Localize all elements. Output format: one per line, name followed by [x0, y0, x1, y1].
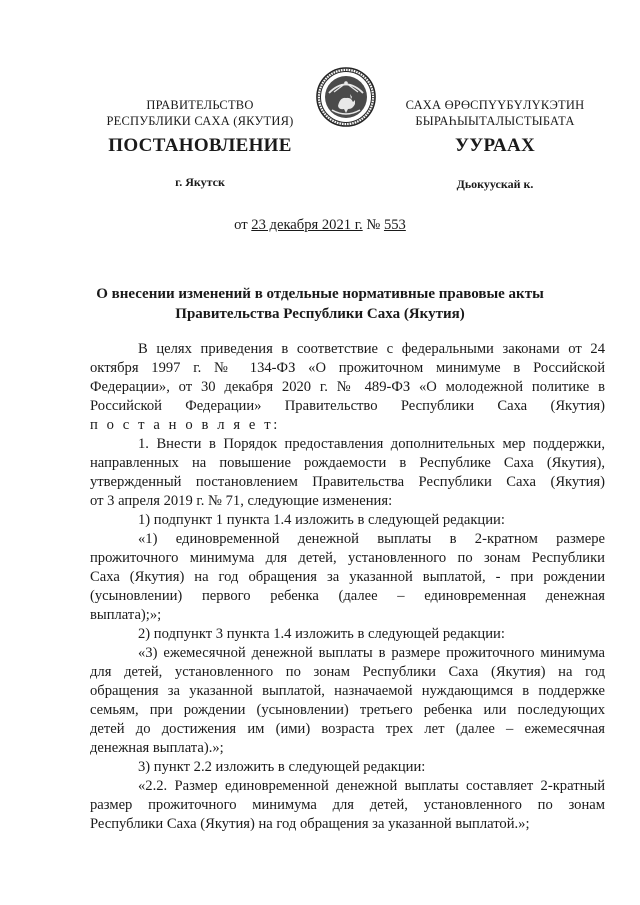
body-line: направленных на повышение рождаемости в Республике Саха (Якутия),	[90, 455, 605, 471]
body-line: от 3 апреля 2019 г. № 71, следующие изменения:	[90, 493, 393, 509]
body-line: Федерации», от 30 декабря 2020 г. № 489-ФЗ «О молодежной политике в	[90, 379, 605, 395]
decree-title	[80, 284, 560, 324]
body-line: «3) ежемесячной денежной выплаты в размере прожиточного минимума	[138, 645, 605, 661]
body-line: 1. Внести в Порядок предоставления дополнительных мер поддержки,	[138, 436, 605, 452]
doc-type-sah: УУРААХ	[454, 135, 536, 156]
body-line: Российской Федерации» Правительство Республики Саха (Якутия)	[90, 398, 605, 414]
date-line	[0, 216, 640, 235]
body-line: выплата);»;	[90, 607, 162, 623]
body-line: для детей, установленного по зонам Республики Саха (Якутия) на год	[90, 664, 605, 680]
number-sign: №	[366, 217, 381, 233]
body-line-resolves: п о с т а н о в л я е т:	[90, 417, 280, 433]
body-line: детей до достижения им (ими) возраста трех лет (далее – ежемесячная	[90, 721, 605, 737]
doc-type-ru: ПОСТАНОВЛЕНИЕ	[108, 135, 292, 156]
body-line: обращения за указанной выплатой, назначаемой нуждающимся в поддержке	[90, 683, 605, 699]
header-right-line1: САХА ӨРӨСПҮҮБҮЛҮКЭТИН	[405, 98, 585, 112]
body-line: семьям, при рождении (усыновлении) третьего ребенка или последующих	[90, 702, 605, 718]
header-right-org	[380, 97, 610, 129]
body-line: 2) подпункт 3 пункта 1.4 изложить в следующей редакции:	[138, 626, 505, 642]
body-line: октября 1997 г. № 134-ФЗ «О прожиточном минимуме в Российской	[90, 360, 605, 376]
body-line: «2.2. Размер единовременной денежной выплаты составляет 2-кратный	[138, 778, 605, 794]
header-left-line2: РЕСПУБЛИКИ САХА (ЯКУТИЯ)	[106, 114, 294, 128]
decree-number: 553	[383, 217, 406, 233]
city-ru: г. Якутск	[175, 175, 225, 189]
header-left-line1: ПРАВИТЕЛЬСТВО	[146, 98, 254, 112]
body-line: 3) пункт 2.2 изложить в следующей редакции:	[138, 759, 426, 775]
coat-of-arms-emblem	[315, 66, 377, 128]
date-prefix: от	[234, 217, 248, 233]
body-line: «1) единовременной денежной выплаты в 2-кратном размере	[138, 531, 605, 547]
body-line: (усыновлении) первого ребенка (далее – единовременная денежная	[90, 588, 605, 604]
body-line: 1) подпункт 1 пункта 1.4 изложить в следующей редакции:	[138, 512, 505, 528]
header-left-org	[90, 97, 310, 129]
body-line: размер прожиточного минимума для детей, установленного по зонам	[90, 797, 605, 813]
body-line: В целях приведения в соответствие с федеральными законами от 24	[138, 341, 605, 357]
body-line: Саха (Якутия) на год обращения за указанной выплатой, - при рождении	[90, 569, 605, 585]
body-line: прожиточного минимума для детей, установленного по зонам Республики	[90, 550, 605, 566]
title-line2: Правительства Республики Саха (Якутия)	[175, 306, 465, 322]
decree-date: 23 декабря 2021 г.	[251, 217, 363, 233]
city-sah: Дьокуускай к.	[456, 177, 534, 191]
body-line: денежная выплата).»;	[90, 740, 224, 756]
body-line: Республики Саха (Якутия) на год обращения за указанной выплатой.»;	[90, 816, 530, 832]
header-right-line2: БЫРАҺЫЫТАЛЫСТЫБАТА	[415, 114, 575, 128]
title-line1: О внесении изменений в отдельные нормативные правовые акты	[96, 286, 544, 302]
decree-body	[90, 340, 605, 834]
body-line: утвержденный постановлением Правительства Республики Саха (Якутия)	[90, 474, 605, 490]
